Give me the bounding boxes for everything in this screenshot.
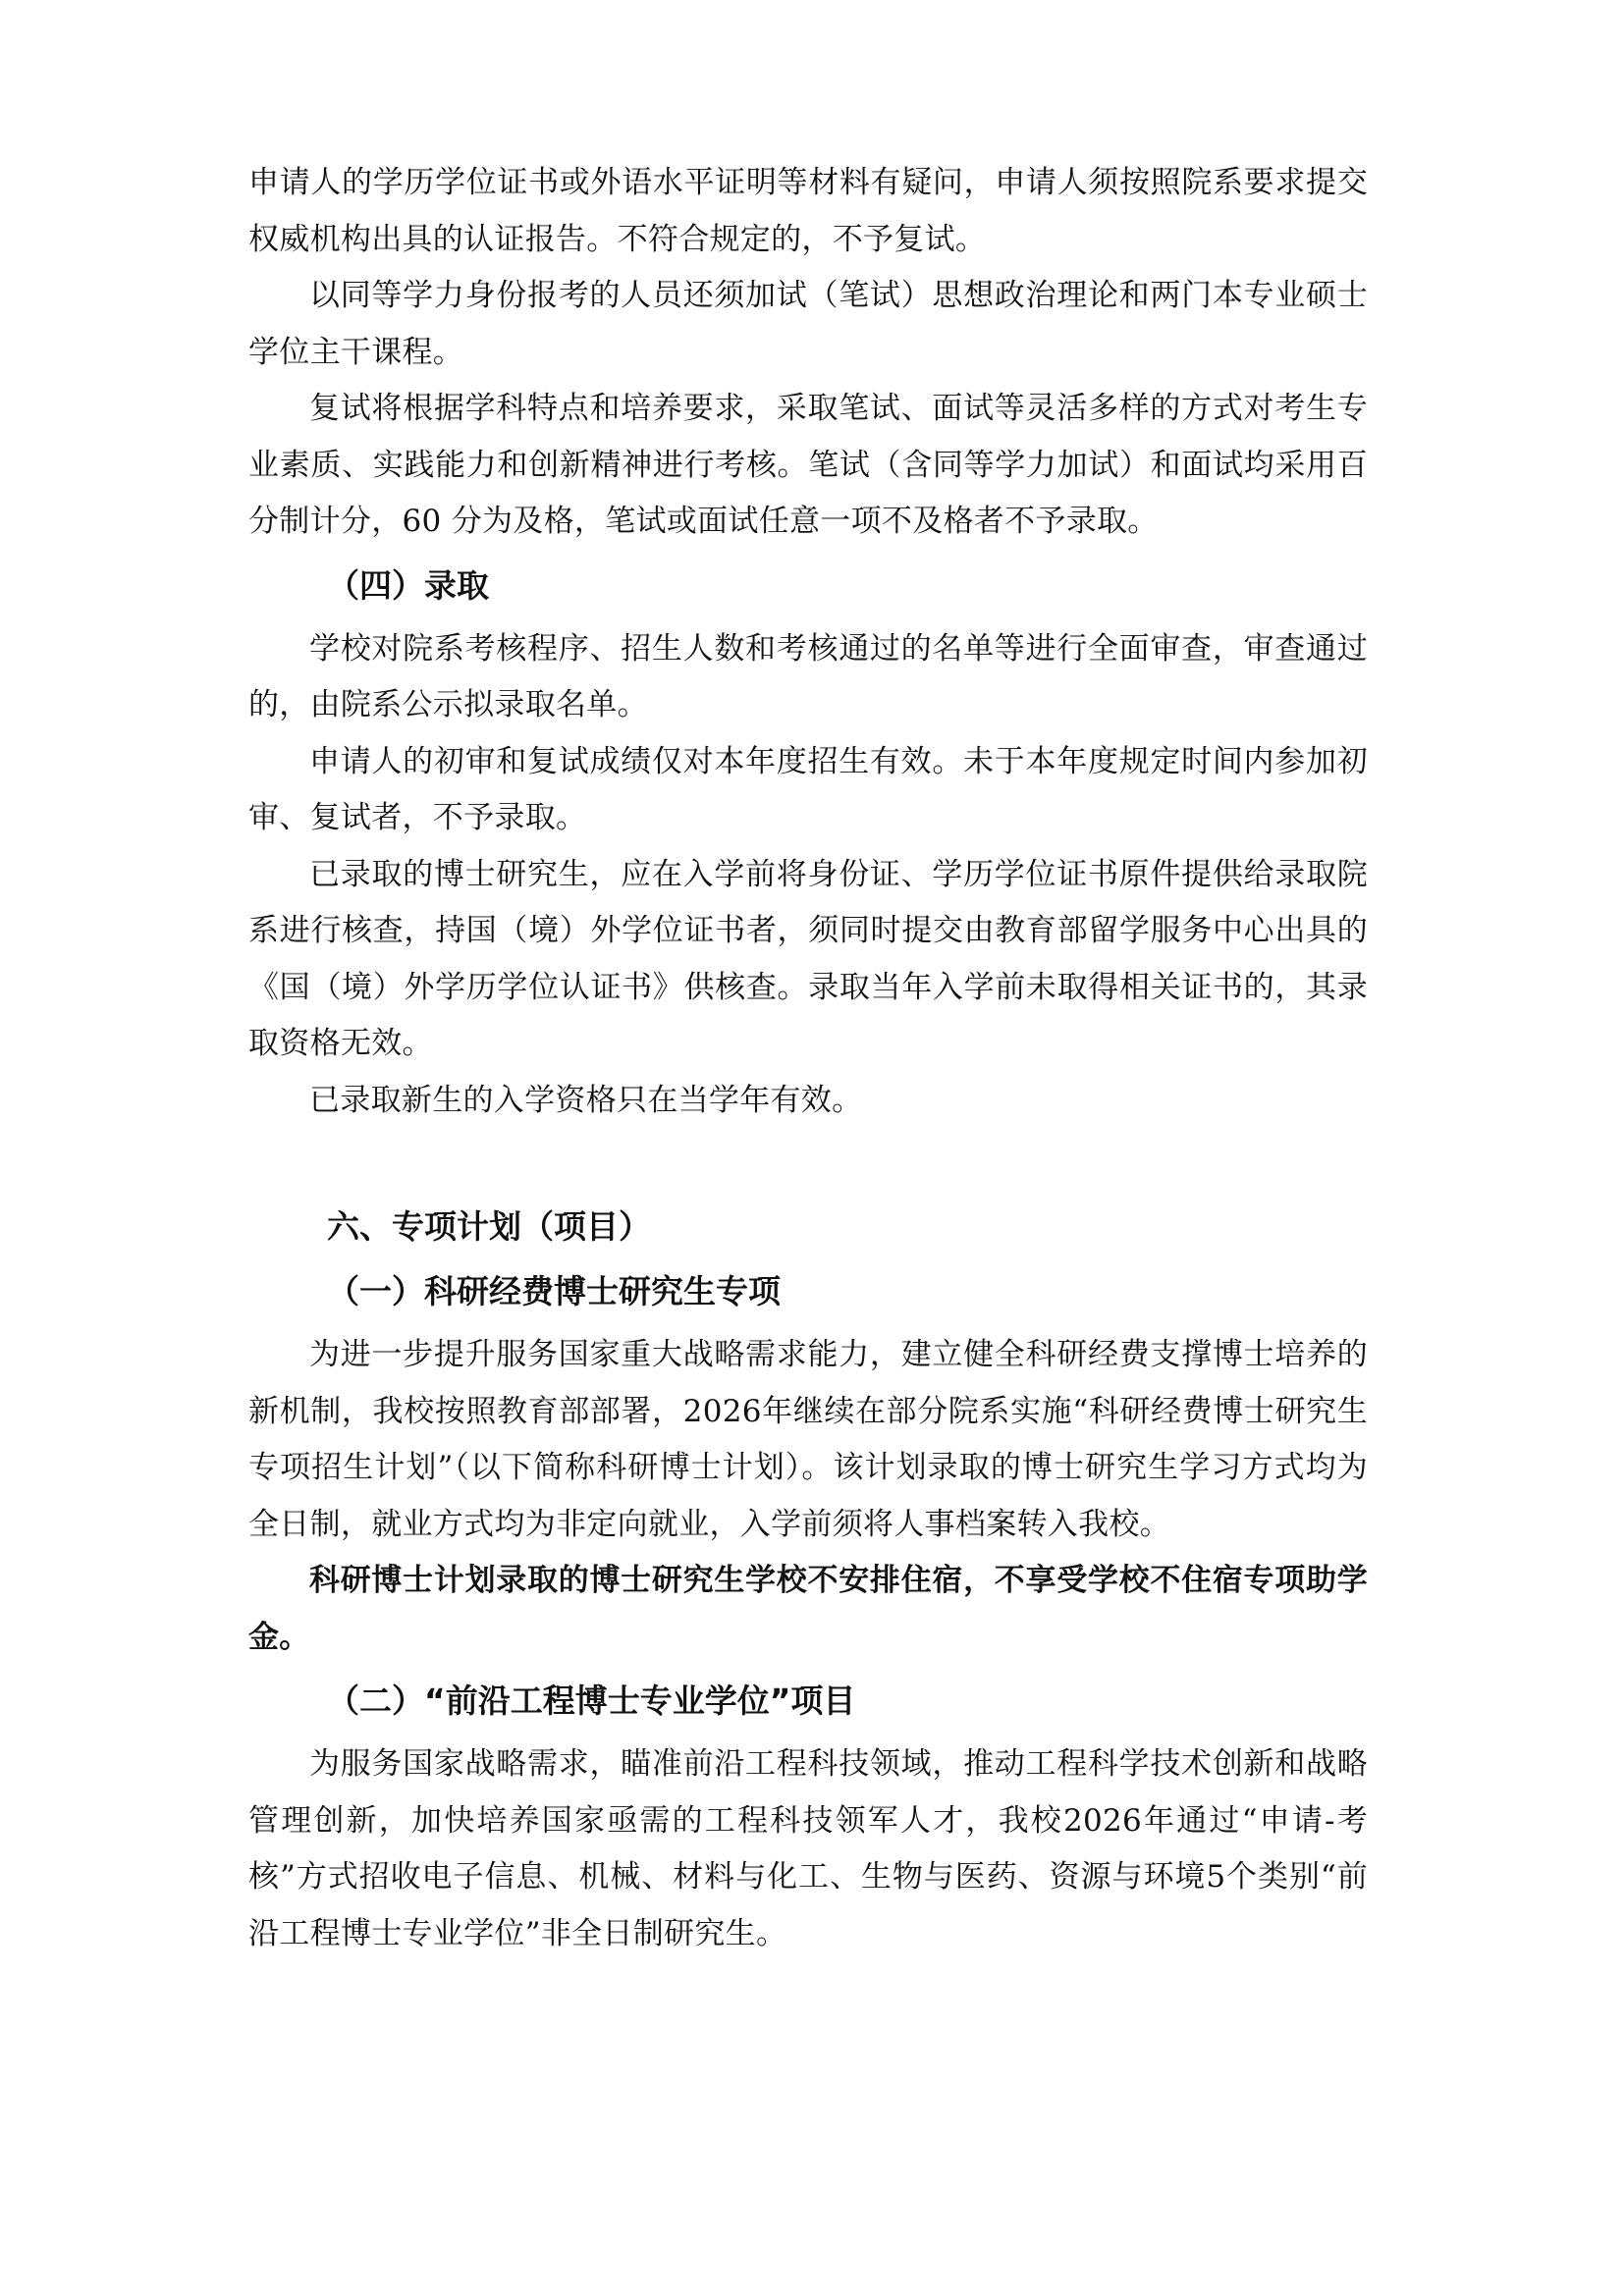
- paragraph-admission-review: 学校对院系考核程序、招生人数和考核通过的名单等进行全面审查，审查通过的，由院系公示拟录取名单。: [248, 630, 1368, 722]
- heading-admission: （四）录取: [327, 565, 489, 605]
- paragraph-reexam-method: 复试将根据学科特点和培养要求，采取笔试、面试等灵活多样的方式对考生专业素质、实践能力和创新精神进行考核。笔试（含同等学力加试）和面试均采用百分制计分，60 分为及格，笔试或面试任意一项不及格者不予录取。: [248, 391, 1368, 539]
- document-body: [248, 155, 1368, 1962]
- paragraph-frontier-engineering-desc: 为服务国家战略需求，瞄准前沿工程科技领域，推动工程科学技术创新和战略管理创新，加快培养国家亟需的工程科技领军人才，我校2026年通过“申请-考核”方式招收电子信息、机械、材料与化工、生物与医药、资源与环境5个类别“前沿工程博士专业学位”非全日制研究生。: [248, 1746, 1368, 1951]
- paragraph-admission-verification: 已录取的博士研究生，应在入学前将身份证、学历学位证书原件提供给录取院系进行核查，持国（境）外学位证书者，须同时提交由教育部留学服务中心出具的《国（境）外学历学位认证书》供核查。录取当年入学前未取得相关证书的，其录取资格无效。: [248, 856, 1368, 1061]
- paragraph-admission-term: 已录取新生的入学资格只在当学年有效。: [309, 1082, 863, 1118]
- heading-research-funding-program: （一）科研经费博士研究生专项: [327, 1272, 781, 1310]
- paragraph-research-funding-housing: 科研博士计划录取的博士研究生学校不安排住宿，不享受学校不住宿专项助学金。: [248, 1563, 1368, 1655]
- heading-special-programs: 六、专项计划（项目）: [327, 1207, 651, 1246]
- paragraph-research-funding-desc: 为进一步提升服务国家重大战略需求能力，建立健全科研经费支撑博士培养的新机制，我校按照教育部部署，2026年继续在部分院系实施“科研经费博士研究生专项招生计划”（以下简称科研博士计划）。该计划录取的博士研究生学习方式均为全日制，就业方式均为非定向就业，入学前须将人事档案转入我校。: [248, 1337, 1368, 1542]
- paragraph-admission-validity: 申请人的初审和复试成绩仅对本年度招生有效。未于本年度规定时间内参加初审、复试者，不予录取。: [248, 743, 1368, 835]
- section-gap: [248, 1129, 1368, 1198]
- paragraph-equivalent-exam: 以同等学力身份报考的人员还须加试（笔试）思想政治理论和两门本专业硕士学位主干课程。: [248, 278, 1368, 370]
- paragraph-certification: 申请人的学历学位证书或外语水平证明等材料有疑问，申请人须按照院系要求提交权威机构出具的认证报告。不符合规定的，不予复试。: [248, 165, 1368, 257]
- heading-frontier-engineering-program: （二）“前沿工程博士专业学位”项目: [327, 1682, 856, 1720]
